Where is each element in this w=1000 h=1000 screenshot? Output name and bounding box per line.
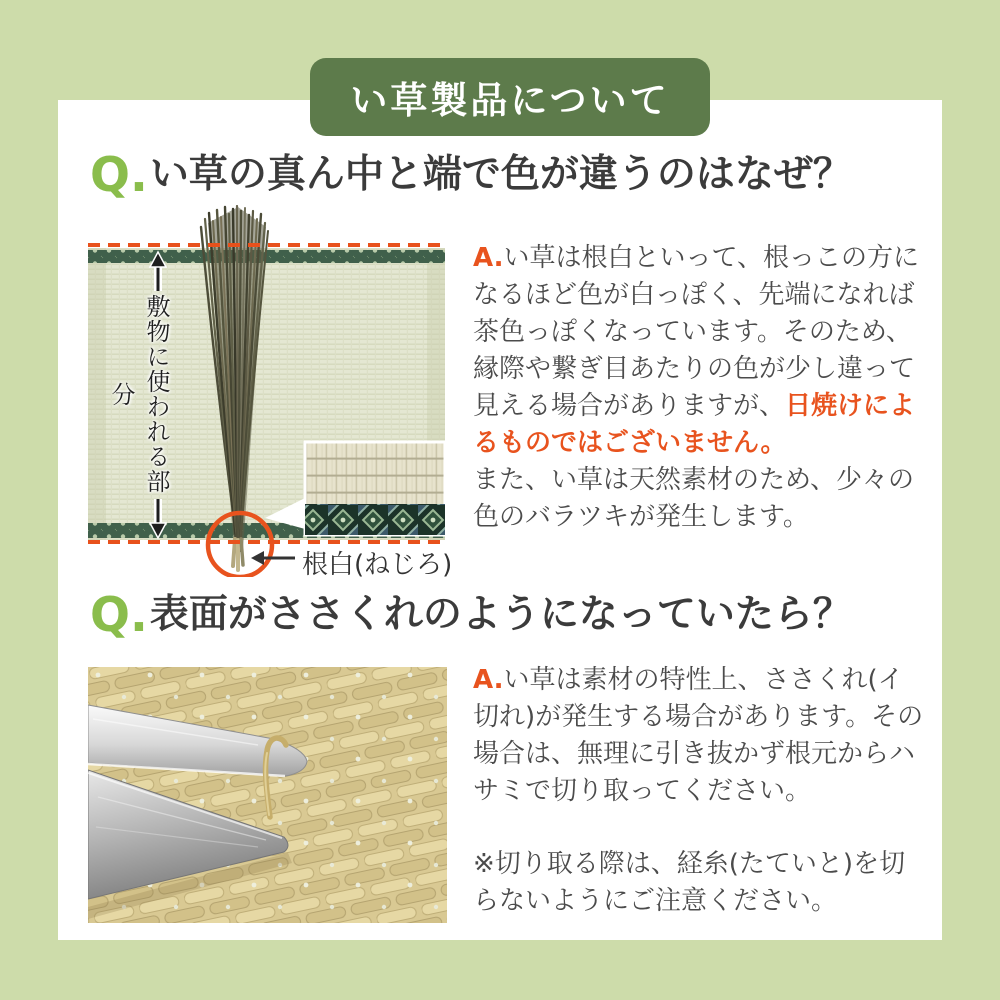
- question1-q-prefix: Q.: [90, 148, 148, 203]
- section-title-badge: [310, 58, 710, 136]
- question2-text: 表面がささくれのようになっていたら？: [149, 592, 852, 638]
- answer1-text: い草は根白といって、根っこの方になるほど色が白っぽく、先端になれば茶色っぽくなっています。そのため、縁際や繋ぎ目あたりの色が少し違って見える場合がありますが、: [473, 243, 919, 421]
- section-title: い草製品について: [350, 79, 670, 122]
- usage-range-label: 敷物に使われる部分: [107, 294, 170, 494]
- question2-note: [473, 846, 925, 920]
- question2-answer: [473, 662, 925, 810]
- nejiro-callout-label: 根白(ねじろ): [302, 550, 453, 580]
- question2-q-prefix: Q.: [90, 588, 148, 643]
- question1-heading: [90, 148, 852, 203]
- question1-text: い草の真ん中と端で色が違うのはなぜ？: [149, 152, 852, 198]
- answer2-text: い草は素材の特性上、ささくれ(イ切れ)が発生する場合があります。その場合は、無理に引き抜かず根元からハサミで切り取ってください。: [473, 665, 924, 806]
- answer1-a-prefix: A.: [473, 243, 504, 273]
- answer1-highlight: 日焼けによるものではございません。: [473, 391, 916, 458]
- scissors-cutting-photo: [88, 667, 447, 923]
- answer1-text-2: また、い草は天然素材のため、少々の色のバラツキが発生します。: [473, 465, 914, 532]
- note-text: ※切り取る際は、経糸(たていと)を切らないようにご注意ください。: [473, 849, 906, 916]
- answer2-a-prefix: A.: [473, 665, 504, 695]
- inset-border-fabric: [305, 504, 445, 535]
- question2-heading: [90, 588, 852, 643]
- question1-answer: [473, 240, 925, 536]
